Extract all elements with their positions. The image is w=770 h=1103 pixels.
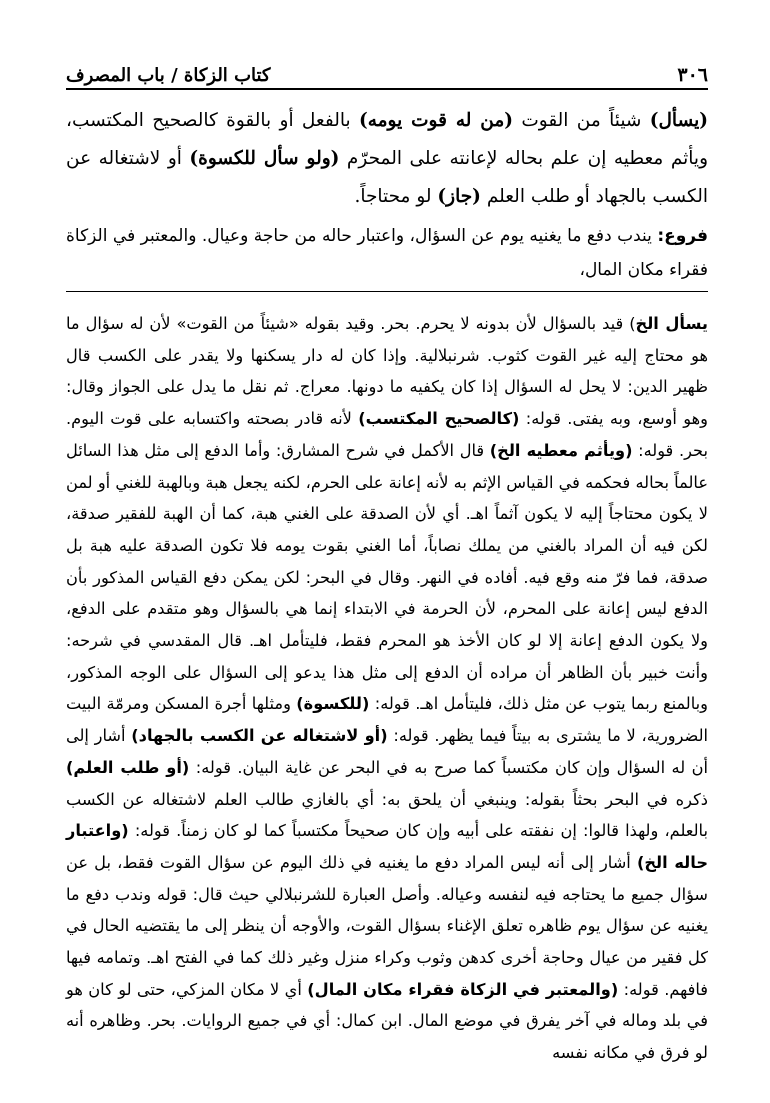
bold-term: (ويأثم معطيه الخ) xyxy=(489,440,633,460)
text-run: أشار إلى أن له السؤال وإن كان مكتسباً كما صرح به في البحر عن غاية البيان. قوله: xyxy=(66,726,708,777)
text-run: لو محتاجاً. xyxy=(354,186,438,207)
text-run: بالفعل أو بالقوة كالصحيح المكتسب، ويأثم معطيه إن علم بحاله لإعانته على المحرّم xyxy=(66,110,708,169)
text-run: شيئاً من القوت xyxy=(513,110,650,131)
bold-term: (من له قوت يومه) xyxy=(358,110,514,131)
text-run: ) قيد بالسؤال لأن بدونه لا يحرم. بحر. وقيد بقوله «شيئاً من القوت» لأن له سؤال ما هو محتاج إليه غير القوت كثوب. شرنبلالية. وإذا كان له دار يسكنها ولا يقدر على الكسب قال ظهير الدين: لا يحل له السؤال إذا كان يكفيه ما دونها. معراج. ثم نقل ما يدل على الجواز وقال: وهو أوسع، وبه يفتى. قوله: xyxy=(66,314,708,429)
text-run: قال الأكمل في شرح المشارق: وأما الدفع إلى مثل هذا السائل عالماً بحاله فحكمه في القياس الإثم به لأنه إعانة على الحرم، لكنه يجعل هبة وبالهبة للغني أو لمن لا يكون محتاجاً إليه لا يكون آثماً اهـ. أي لأن الصدقة على الغني هبة، كما أن الهبة للفقير صدقة، لكن فيه أن المراد بالغني من يملك نصاباً، أما الغني بقوت يومه فلا تكون الصدقة عليه هبة بل صدقة، فما فرّ منه وقع فيه. أفاده في النهر. وقال في البحر: لكن يمكن دفع القياس المذكور بأن الدفع ليس إعانة على المحرم، لأن الحرمة في الابتداء إنما هي بالسؤال وهو متقدم على الدفع، ولا يكون الدفع إعانة إلا لو كان الأخذ هو المحرم فقط، فليتأمل اهـ. قال المقدسي في شرحه: وأنت خبير بأن الظاهر أن مراده أن الدفع إلى مثل هذا يدعو إلى السؤال على الوجه المذكور، وبالمنع ربما يتوب عن مثل ذلك، فليتأمل اهـ. قوله: xyxy=(66,440,708,714)
main-text xyxy=(66,102,708,216)
main-text-paragraph xyxy=(66,102,708,216)
furu-paragraph xyxy=(66,219,708,287)
bold-term: (كالصحيح المكتسب) xyxy=(358,409,520,429)
bold-term: (أو طلب العلم) xyxy=(66,757,190,777)
bold-term: (للكسوة) xyxy=(296,694,370,714)
text-run: ومثلها أجرة المسكن ومرمّة البيت الضرورية، لا ما يشترى به بيتاً فيما يظهر. قوله: xyxy=(66,694,708,746)
commentary-paragraph xyxy=(66,308,708,1069)
running-title: كتاب الزكاة / باب المصرف xyxy=(66,65,271,86)
text-run: أشار إلى أنه ليس المراد دفع ما يغنيه في ذلك اليوم عن سؤال القوت فقط، بل عن سؤال جميع ما يحتاجه فيه لنفسه وعياله. وأصل العبارة للشرنبلالي حيث قال: قوله وندب دفع ما يغنيه عن سؤال يوم ظاهره تعلق الإغناء بسؤال القوت، والأوجه أن ينظر إلى ما يقتضيه الحال في كل فقير من عيال وحاجة أخرى كدهن وثوب وكراء منزل وغير ذلك كما في الفتح اهـ. وتمامه فيها فافهم. قوله: xyxy=(66,852,708,999)
page-header xyxy=(66,58,708,90)
bold-term: يسأل الخ xyxy=(635,314,708,333)
text-run: لأنه قادر بصحته واكتسابه على قوت اليوم. بحر. قوله: xyxy=(66,409,708,460)
text-run: أو لاشتغاله عن الكسب بالجهاد أو طلب العلم xyxy=(66,148,708,207)
bold-term: (واعتبار حاله الخ) xyxy=(66,821,709,872)
text-run: يندب دفع ما يغنيه يوم عن السؤال، واعتبار حاله من حاجة وعيال. والمعتبر في الزكاة فقراء مكان المال، xyxy=(66,226,708,280)
page-number: ٣٠٦ xyxy=(677,64,708,86)
bold-term: (والمعتبر في الزكاة فقراء مكان المال) xyxy=(307,979,619,999)
furu-heading: فروع: xyxy=(657,226,708,246)
commentary-text xyxy=(66,308,708,1069)
bold-term: (ولو سأل للكسوة) xyxy=(189,148,340,169)
bold-term: (يسأل) xyxy=(649,110,708,131)
section-divider xyxy=(66,291,708,292)
furu-section xyxy=(66,219,708,287)
bold-term: (جاز) xyxy=(437,186,481,207)
text-run: ذكره في البحر بحثاً بقوله: وينبغي أن يلحق به: أي بالغازي طالب العلم لاشتغاله عن الكسب بالعلم، ولهذا قالوا: إن نفقته على أبيه وإن كان صحيحاً مكتسباً كما لو كان زمناً. قوله: xyxy=(66,789,708,841)
bold-term: (أو لاشتغاله عن الكسب بالجهاد) xyxy=(131,726,388,746)
text-run: أي لا مكان المزكي، حتى لو كان هو في بلد وماله في آخر يفرق في موضع المال. ابن كمال: أي في جميع الروايات. بحر. وظاهره أنه لو فرق في مكانه نفسه xyxy=(66,979,708,1063)
